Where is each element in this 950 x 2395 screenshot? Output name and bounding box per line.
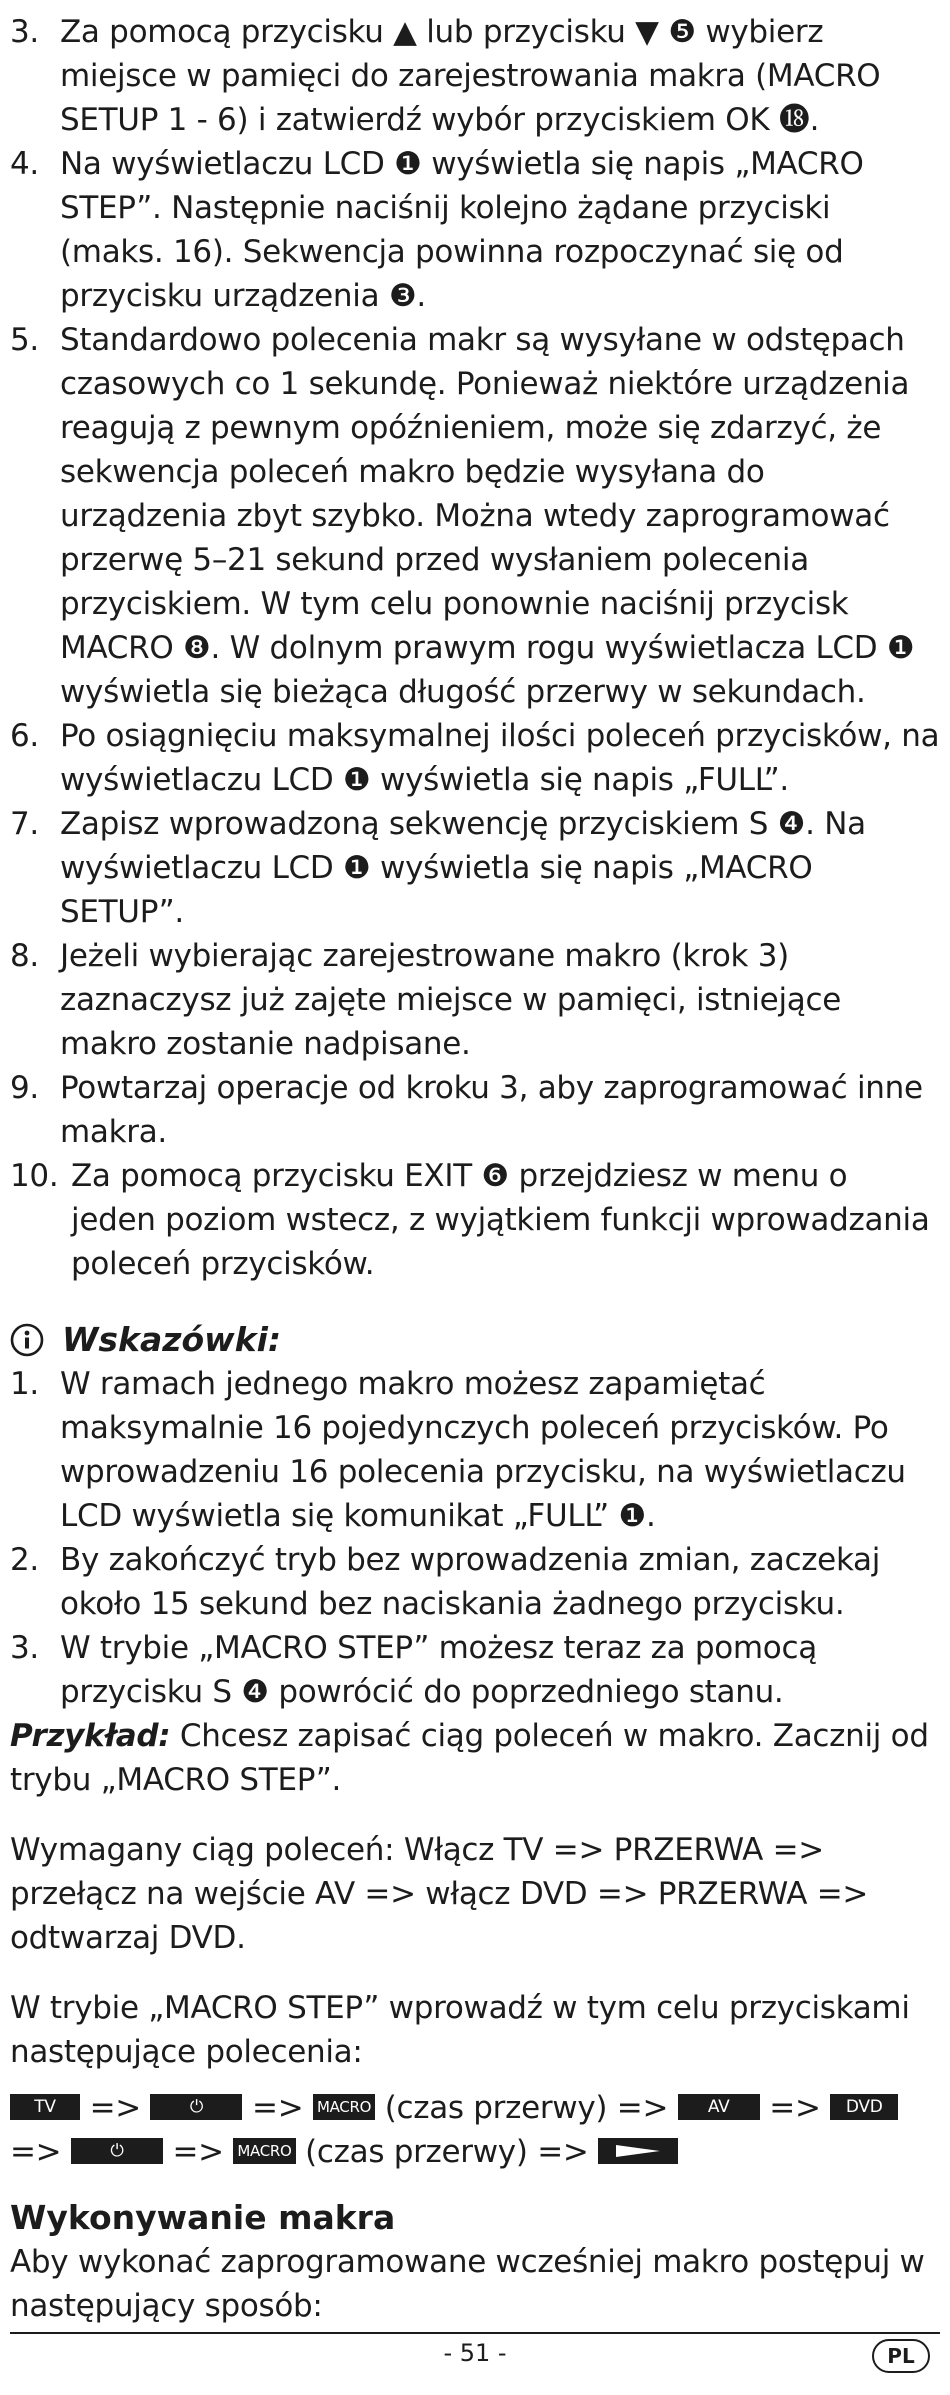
item-text: Po osiągnięciu maksymalnej ilości poleceń przycisków, na wyświetlaczu LCD ❶ wyświetla się napis „FULL”. xyxy=(60,718,940,798)
item-text: Za pomocą przycisku EXIT ❻ przejdziesz w menu o jeden poziom wstecz, z wyjątkiem funkcji wprowadzania poleceń przycisków. xyxy=(71,1158,930,1282)
pause-label: (czas przerwy) xyxy=(384,2090,608,2126)
item-text: W ramach jednego makro możesz zapamiętać maksymalnie 16 pojedynczych poleceń przycisków. Po wprowadzeniu 16 polecenia przycisku, na wyświetlaczu LCD wyświetla się komunikat „FULL” ❶. xyxy=(60,1366,906,1534)
section-heading: Wykonywanie makra xyxy=(10,2198,396,2237)
macro-button-icon: MACRO xyxy=(233,2138,295,2164)
example-paragraph xyxy=(10,1714,940,1802)
button-sequence xyxy=(10,2086,940,2174)
arrow: => xyxy=(537,2134,589,2170)
button-sequence-line xyxy=(10,2130,940,2174)
item-number: 1. xyxy=(10,1366,39,1402)
item-number: 8. xyxy=(10,938,39,974)
item-text: Powtarzaj operacje od kroku 3, aby zaprogramować inne makra. xyxy=(60,1070,923,1150)
page-number: - 51 - xyxy=(443,2339,507,2367)
item-text: By zakończyć tryb bez wprowadzenia zmian, zaczekaj około 15 sekund bez naciskania żadnego przycisku. xyxy=(60,1542,881,1622)
arrow: => xyxy=(252,2090,304,2126)
macro-button-icon: MACRO xyxy=(313,2094,375,2120)
list-item xyxy=(10,1066,940,1154)
play-button-icon xyxy=(598,2138,678,2164)
section-text: Aby wykonać zaprogramowane wcześniej makro postępuj w następujący sposób: xyxy=(10,2244,925,2324)
item-text: W trybie „MACRO STEP” możesz teraz za pomocą przycisku S ❹ powrócić do poprzedniego stanu. xyxy=(60,1630,817,1710)
item-number: 3. xyxy=(10,1630,39,1666)
arrow: => xyxy=(89,2090,141,2126)
example-text: Chcesz zapisać ciąg poleceń w makro. Zacznij od trybu „MACRO STEP”. xyxy=(10,1718,929,1798)
list-item xyxy=(10,1538,940,1626)
list-item xyxy=(10,1154,940,1286)
item-text: Jeżeli wybierając zarejestrowane makro (krok 3) zaznaczysz już zajęte miejsce w pamięci, istniejące makro zostanie nadpisane. xyxy=(60,938,841,1062)
item-number: 6. xyxy=(10,718,39,754)
item-number: 10. xyxy=(10,1158,59,1194)
item-number: 3. xyxy=(10,14,39,50)
language-badge: PL xyxy=(872,2339,930,2373)
item-number: 4. xyxy=(10,146,39,182)
arrow: => xyxy=(769,2090,821,2126)
mode-paragraph: W trybie „MACRO STEP” wprowadź w tym celu przyciskami następujące polecenia: xyxy=(10,1990,910,2070)
item-number: 9. xyxy=(10,1070,39,1106)
item-text: Na wyświetlaczu LCD ❶ wyświetla się napis „MACRO STEP”. Następnie naciśnij kolejno żądane przyciski (maks. 16). Sekwencja powinna rozpoczynać się od przycisku urządzenia ❸. xyxy=(60,146,864,314)
steps-list xyxy=(10,10,940,1286)
example-label: Przykład: xyxy=(10,1718,171,1754)
list-item xyxy=(10,714,940,802)
item-number: 7. xyxy=(10,806,39,842)
dvd-button-icon: DVD xyxy=(830,2094,898,2120)
list-item xyxy=(10,1362,940,1538)
av-button-icon: AV xyxy=(678,2094,760,2120)
item-text: Za pomocą przycisku ▲ lub przycisku ▼ ❺ wybierz miejsce w pamięci do zarejestrowania makra (MACRO SETUP 1 - 6) i zatwierdź wybór przyciskiem OK ⓲. xyxy=(60,14,881,138)
notes-title: Wskazówki: xyxy=(62,1320,282,1359)
info-icon xyxy=(10,1323,44,1357)
list-item xyxy=(10,934,940,1066)
button-sequence-line xyxy=(10,2086,940,2130)
arrow: => xyxy=(616,2090,669,2126)
power-button-icon: ⏻ xyxy=(71,2138,163,2164)
power-button-icon: ⏻ xyxy=(150,2094,242,2120)
notes-heading xyxy=(10,1318,281,1362)
notes-list xyxy=(10,1362,940,1714)
arrow: => xyxy=(10,2134,62,2170)
list-item xyxy=(10,318,940,714)
pause-label: (czas przerwy) xyxy=(305,2134,528,2170)
tv-button-icon: TV xyxy=(10,2094,80,2120)
list-item xyxy=(10,1626,940,1714)
list-item xyxy=(10,142,940,318)
sequence-paragraph: Wymagany ciąg poleceń: Włącz TV => PRZERWA => przełącz na wejście AV => włącz DVD => PRZERWA => odtwarzaj DVD. xyxy=(10,1832,869,1956)
list-item xyxy=(10,802,940,934)
item-text: Standardowo polecenia makr są wysyłane w odstępach czasowych co 1 sekundę. Ponieważ niektóre urządzenia reagują z pewnym opóźnieniem, może się zdarzyć, że sekwencja poleceń makro będzie wysyłana do urządzenia zbyt szybko. Można wtedy zaprogramować przerwę 5–21 sekund przed wysłaniem polecenia przyciskiem. W tym celu ponownie naciśnij przycisk MACRO ❽. W dolnym prawym rogu wyświetlacza LCD ❶ wyświetla się bieżąca długość przerwy w sekundach. xyxy=(60,322,915,710)
arrow: => xyxy=(172,2134,224,2170)
list-item xyxy=(10,10,940,142)
play-icon xyxy=(616,2143,660,2159)
item-number: 2. xyxy=(10,1542,39,1578)
item-number: 5. xyxy=(10,322,39,358)
footer-divider xyxy=(10,2332,940,2334)
item-text: Zapisz wprowadzoną sekwencję przyciskiem S ❹. Na wyświetlaczu LCD ❶ wyświetla się napis „MACRO SETUP”. xyxy=(60,806,866,930)
